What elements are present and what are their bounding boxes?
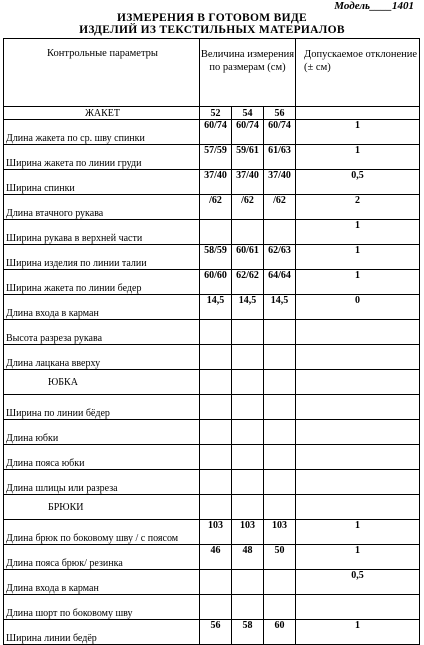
table-row <box>4 270 420 295</box>
tolerance-cell: 1 <box>296 245 420 270</box>
size-52: 52 <box>200 107 232 120</box>
param-cell: Ширина по линии бёдер <box>4 395 200 420</box>
value-cell <box>200 495 232 520</box>
value-size-54: 58 <box>232 620 264 645</box>
size-56: 56 <box>264 107 296 120</box>
param-cell: Длина втачного рукава <box>4 195 200 220</box>
value-size-56 <box>264 470 296 495</box>
document-title-line2: ИЗДЕЛИЙ ИЗ ТЕКСТИЛЬНЫХ МАТЕРИАЛОВ <box>79 24 345 36</box>
value-size-54: 60/61 <box>232 245 264 270</box>
tolerance-cell: 1 <box>296 145 420 170</box>
param-cell: Ширина жакета по линии бедер <box>4 270 200 295</box>
tolerance-cell <box>296 595 420 620</box>
value-size-52 <box>200 395 232 420</box>
value-size-54 <box>232 445 264 470</box>
table-row <box>4 295 420 320</box>
value-size-54: 14,5 <box>232 295 264 320</box>
tolerance-cell: 0 <box>296 295 420 320</box>
table-row <box>4 320 420 345</box>
document-title-line1: ИЗМЕРЕНИЯ В ГОТОВОМ ВИДЕ <box>116 12 308 24</box>
measurements-table <box>3 38 420 645</box>
value-size-54: /62 <box>232 195 264 220</box>
tolerance-cell <box>296 345 420 370</box>
table-row <box>4 345 420 370</box>
value-size-52: 60/74 <box>200 120 232 145</box>
value-size-54 <box>232 320 264 345</box>
param-cell: Длина юбки <box>4 420 200 445</box>
param-cell: Длина входа в карман <box>4 570 200 595</box>
param-cell: Высота разреза рукава <box>4 320 200 345</box>
tolerance-cell <box>296 470 420 495</box>
tolerance-cell <box>296 370 420 395</box>
value-size-56 <box>264 570 296 595</box>
table-row <box>4 420 420 445</box>
value-size-52: 46 <box>200 545 232 570</box>
value-size-56: /62 <box>264 195 296 220</box>
value-size-54 <box>232 420 264 445</box>
value-size-56 <box>264 420 296 445</box>
param-cell: Длина жакета по ср. шву спинки <box>4 120 200 145</box>
table-row <box>4 170 420 195</box>
value-size-54: 37/40 <box>232 170 264 195</box>
value-size-52: /62 <box>200 195 232 220</box>
table-row <box>4 220 420 245</box>
table-row <box>4 570 420 595</box>
value-size-54 <box>232 595 264 620</box>
tolerance-cell <box>296 320 420 345</box>
value-size-54: 59/61 <box>232 145 264 170</box>
tolerance-cell <box>296 395 420 420</box>
value-cell <box>200 370 232 395</box>
value-size-54 <box>232 570 264 595</box>
tolerance-cell <box>296 107 420 120</box>
header-sizes: Величина измерения по размерам (см) <box>200 39 296 107</box>
value-size-56: 62/63 <box>264 245 296 270</box>
tolerance-cell: 1 <box>296 220 420 245</box>
tolerance-cell: 2 <box>296 195 420 220</box>
value-size-52: 103 <box>200 520 232 545</box>
table-row <box>4 445 420 470</box>
param-cell: Ширина рукава в верхней части <box>4 220 200 245</box>
value-cell <box>264 370 296 395</box>
tolerance-cell: 1 <box>296 120 420 145</box>
size-54: 54 <box>232 107 264 120</box>
param-cell: Длина пояса брюк/ резинка <box>4 545 200 570</box>
value-size-54: 48 <box>232 545 264 570</box>
param-cell: Длина брюк по боковому шву / с поясом <box>4 520 200 545</box>
value-size-52: 56 <box>200 620 232 645</box>
value-size-56 <box>264 220 296 245</box>
section-row-jacket <box>4 107 420 120</box>
value-size-52 <box>200 220 232 245</box>
value-cell <box>232 495 264 520</box>
value-size-52 <box>200 345 232 370</box>
table-row <box>4 545 420 570</box>
table-row <box>4 145 420 170</box>
value-size-52: 37/40 <box>200 170 232 195</box>
section-row-skirt <box>4 370 420 395</box>
value-size-52: 58/59 <box>200 245 232 270</box>
param-cell: Ширина изделия по линии талии <box>4 245 200 270</box>
value-size-56: 50 <box>264 545 296 570</box>
value-size-54: 60/74 <box>232 120 264 145</box>
section-label-trousers: БРЮКИ <box>4 495 200 520</box>
value-size-52 <box>200 570 232 595</box>
value-size-52 <box>200 470 232 495</box>
value-cell <box>264 495 296 520</box>
value-size-52 <box>200 320 232 345</box>
table-row <box>4 120 420 145</box>
param-cell: Длина шорт по боковому шву <box>4 595 200 620</box>
value-size-56: 37/40 <box>264 170 296 195</box>
section-label-jacket: ЖАКЕТ <box>4 107 200 120</box>
value-size-56: 14,5 <box>264 295 296 320</box>
value-size-56 <box>264 320 296 345</box>
value-size-52: 60/60 <box>200 270 232 295</box>
table-row <box>4 245 420 270</box>
value-size-52: 57/59 <box>200 145 232 170</box>
tolerance-cell: 1 <box>296 270 420 295</box>
value-size-54: 103 <box>232 520 264 545</box>
header-params: Контрольные параметры <box>4 39 200 107</box>
table-row <box>4 195 420 220</box>
table-row <box>4 520 420 545</box>
param-cell: Длина входа в карман <box>4 295 200 320</box>
header-tolerance: Допускаемое отклонение (± см) <box>296 39 420 107</box>
value-size-54 <box>232 395 264 420</box>
param-cell: Длина лацкана вверху <box>4 345 200 370</box>
section-row-trousers <box>4 495 420 520</box>
value-size-56 <box>264 595 296 620</box>
value-size-54 <box>232 220 264 245</box>
table-row <box>4 395 420 420</box>
param-cell: Длина пояса юбки <box>4 445 200 470</box>
value-size-52: 14,5 <box>200 295 232 320</box>
param-cell: Ширина спинки <box>4 170 200 195</box>
value-size-56: 60 <box>264 620 296 645</box>
tolerance-cell: 0,5 <box>296 570 420 595</box>
value-size-56 <box>264 445 296 470</box>
value-size-52 <box>200 595 232 620</box>
tolerance-cell <box>296 420 420 445</box>
value-size-56 <box>264 345 296 370</box>
table-row <box>4 595 420 620</box>
tolerance-cell <box>296 495 420 520</box>
tolerance-cell <box>296 445 420 470</box>
tolerance-cell: 1 <box>296 520 420 545</box>
model-label: Модель____1401 <box>334 0 414 12</box>
value-size-54: 62/62 <box>232 270 264 295</box>
section-label-skirt: ЮБКА <box>4 370 200 395</box>
value-size-56: 103 <box>264 520 296 545</box>
table-row <box>4 620 420 645</box>
tolerance-cell: 1 <box>296 620 420 645</box>
value-size-52 <box>200 420 232 445</box>
table-row <box>4 470 420 495</box>
value-size-56: 61/63 <box>264 145 296 170</box>
param-cell: Ширина линии бедёр <box>4 620 200 645</box>
param-cell: Длина шлицы или разреза <box>4 470 200 495</box>
value-size-56 <box>264 395 296 420</box>
tolerance-cell: 0,5 <box>296 170 420 195</box>
table-header-row <box>4 39 420 107</box>
value-size-54 <box>232 345 264 370</box>
value-size-56: 64/64 <box>264 270 296 295</box>
value-cell <box>232 370 264 395</box>
value-size-54 <box>232 470 264 495</box>
value-size-52 <box>200 445 232 470</box>
tolerance-cell: 1 <box>296 545 420 570</box>
param-cell: Ширина жакета по линии груди <box>4 145 200 170</box>
value-size-56: 60/74 <box>264 120 296 145</box>
